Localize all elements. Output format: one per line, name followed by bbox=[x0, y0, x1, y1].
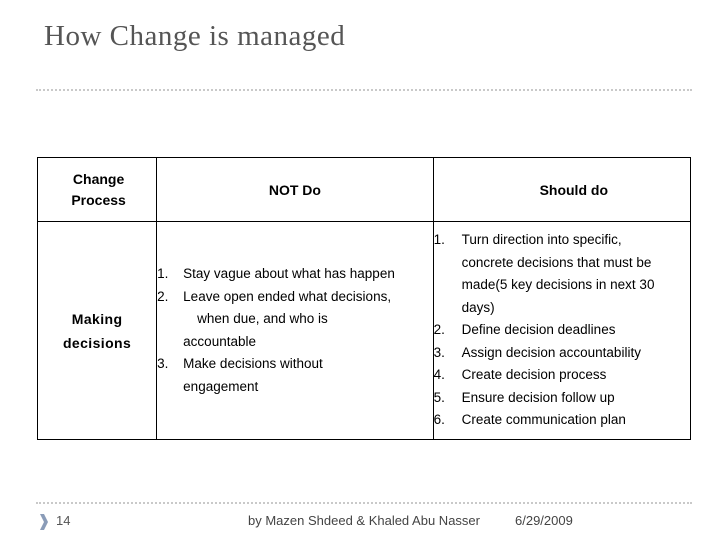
making-decisions-row bbox=[38, 222, 691, 440]
footer-credit: by Mazen Shdeed & Khaled Abu Nasser bbox=[248, 513, 480, 528]
should-do-list bbox=[434, 229, 690, 432]
list-number: 1. bbox=[433, 232, 445, 248]
list-text: Turn direction into specific, bbox=[461, 232, 622, 248]
list-number: 6. bbox=[433, 412, 445, 428]
list-number: 3. bbox=[157, 356, 169, 371]
list-text: made(5 key decisions in next 30 bbox=[461, 277, 655, 293]
list-number: 5. bbox=[433, 389, 445, 405]
title-divider bbox=[36, 89, 692, 91]
list-text: Ensure decision follow up bbox=[461, 389, 615, 405]
list-text: when due, and who is bbox=[197, 311, 328, 326]
list-text: Stay vague about what has happen bbox=[183, 266, 395, 281]
row-label-line1: Making bbox=[71, 310, 123, 327]
not-do-list bbox=[157, 263, 432, 398]
list-text: Create communication plan bbox=[461, 412, 626, 428]
list-number: 2. bbox=[157, 288, 169, 304]
not-do-item bbox=[157, 286, 432, 354]
list-text: Leave open ended what decisions, bbox=[183, 288, 392, 304]
should-do-item bbox=[434, 364, 690, 387]
should-do-item bbox=[434, 409, 690, 432]
footer-divider bbox=[36, 502, 692, 504]
header-row bbox=[38, 158, 691, 222]
row-label-making-decisions bbox=[38, 222, 157, 440]
list-text: accountable bbox=[183, 333, 256, 349]
footer-date: 6/29/2009 bbox=[515, 513, 573, 528]
not-do-item bbox=[157, 353, 432, 398]
should-do-item bbox=[434, 229, 690, 319]
should-do-item bbox=[434, 387, 690, 410]
list-number: 3. bbox=[433, 344, 445, 360]
should-do-item bbox=[434, 319, 690, 342]
header-process-line1: Change bbox=[72, 170, 125, 187]
header-should-do: Should do bbox=[433, 158, 690, 222]
list-text: Create decision process bbox=[461, 367, 607, 383]
list-text: engagement bbox=[183, 378, 259, 394]
list-text: Define decision deadlines bbox=[461, 322, 616, 338]
list-number: 2. bbox=[433, 322, 445, 338]
change-table bbox=[37, 157, 691, 440]
list-text: Make decisions without bbox=[183, 356, 323, 371]
list-number: 4. bbox=[433, 367, 445, 383]
list-text: days) bbox=[461, 299, 495, 315]
header-change-process bbox=[38, 158, 157, 222]
should-do-cell bbox=[433, 222, 690, 440]
row-label-line2: decisions bbox=[62, 334, 132, 351]
header-process-line2: Process bbox=[71, 191, 126, 208]
header-not-do: NOT Do bbox=[157, 158, 433, 222]
slide-number: 14 bbox=[56, 513, 71, 528]
slide-footer bbox=[0, 510, 728, 534]
not-do-item bbox=[157, 263, 432, 286]
not-do-cell bbox=[157, 222, 433, 440]
slide-title: How Change is managed bbox=[44, 20, 346, 52]
chevron-right-icon bbox=[40, 514, 48, 530]
should-do-item bbox=[434, 342, 690, 365]
list-text: concrete decisions that must be bbox=[461, 254, 652, 270]
list-number: 1. bbox=[157, 266, 169, 281]
list-text: Assign decision accountability bbox=[461, 344, 641, 360]
